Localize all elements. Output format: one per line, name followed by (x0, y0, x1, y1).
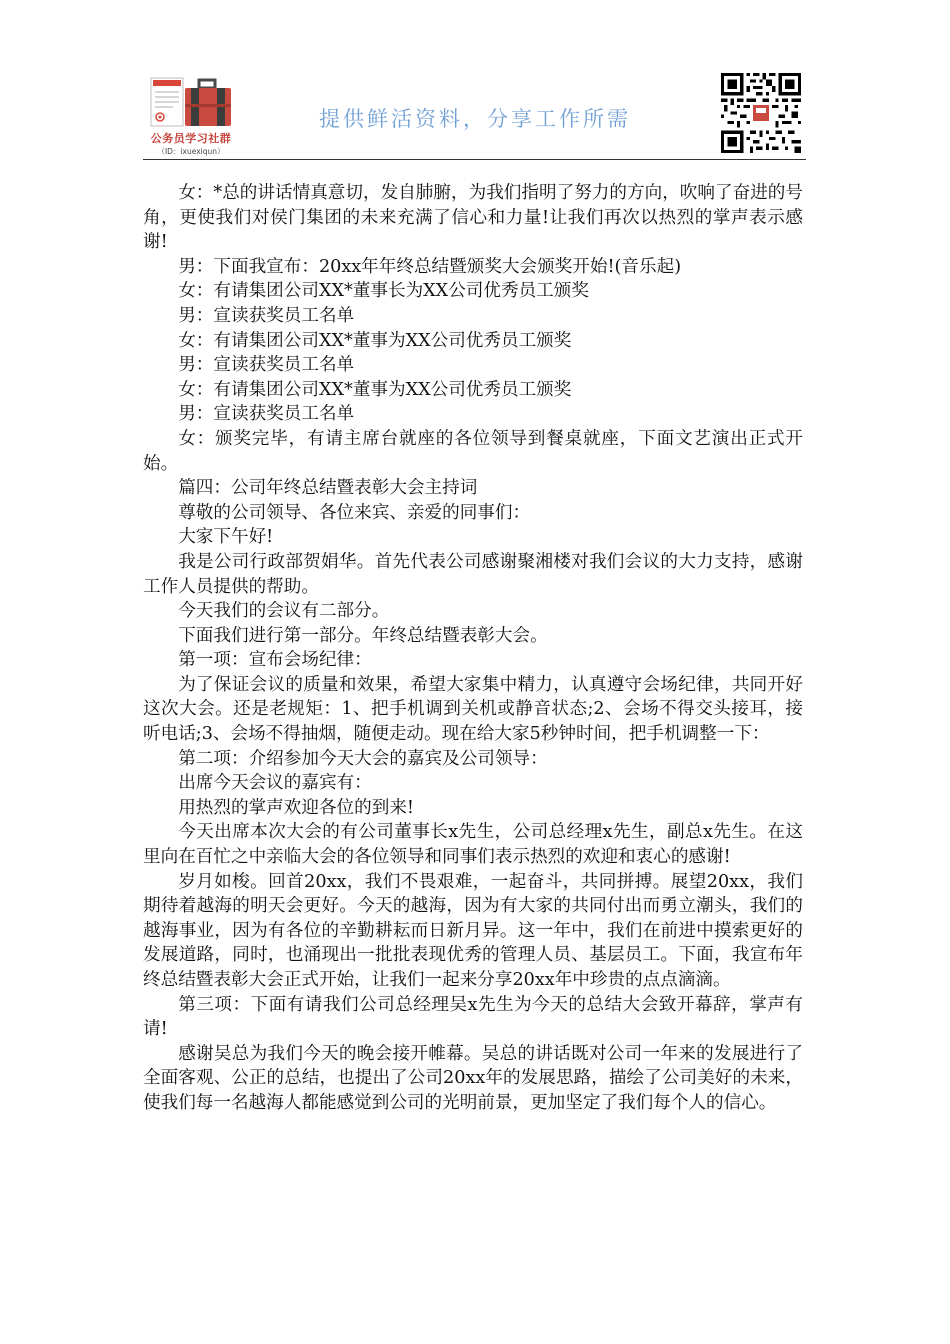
paragraph: 我是公司行政部贺娟华。首先代表公司感谢聚湘楼对我们会议的大力支持，感谢工作人员提供的帮助。 (143, 551, 803, 597)
logo-graphic-icon (143, 74, 239, 130)
logo-subtitle: （ID：ixuexiqun） (157, 147, 225, 156)
page-header (0, 0, 950, 162)
logo (143, 74, 239, 160)
paragraph: 女：有请集团公司XX*董事为XX公司优秀员工颁奖 (178, 330, 572, 351)
paragraph: 出席今天会议的嘉宾有： (178, 773, 372, 794)
paragraph: 尊敬的公司领导、各位来宾、亲爱的同事们： (178, 502, 531, 523)
paragraph: 女：有请集团公司XX*董事长为XX公司优秀员工颁奖 (178, 281, 589, 302)
section-heading: 篇四：公司年终总结暨表彰大会主持词 (178, 478, 478, 499)
paragraph: 第一项：宣布会场纪律： (178, 650, 372, 671)
paragraph: 女：有请集团公司XX*董事为XX公司优秀员工颁奖 (178, 379, 572, 400)
paragraph: 男：宣读获奖员工名单 (178, 404, 355, 425)
header-divider (143, 159, 806, 160)
paragraph: 第三项：下面有请我们公司总经理吴x先生为今天的总结大会致开幕辞，掌声有请! (143, 994, 803, 1040)
paragraph: 岁月如梭。回首20xx，我们不畏艰难，一起奋斗，共同拼搏。展望20xx，我们期待着越海的明天会更好。今天的越海，因为有大家的共同付出而勇立潮头，我们的越海事业，因为有各位的辛勤耕耘而日新月异。这一年中，我们在前进中摸索更好的发展道路，同时，也涌现出一批批表现优秀的管理人员、基层员工。下面，我宣布年终总结暨表彰大会正式开始，让我们一起来分享20xx年中珍贵的点点滴滴。 (143, 871, 803, 990)
paragraph: 女：颁奖完毕，有请主席台就座的各位领导到餐桌就座，下面文艺演出正式开始。 (143, 428, 803, 474)
paragraph: 感谢吴总为我们今天的晚会接开帷幕。吴总的讲话既对公司一年来的发展进行了全面客观、公正的总结，也提出了公司20xx年的发展思路，描绘了公司美好的未来，使我们每一名越海人都能感觉到公司的光明前景，更加坚定了我们每个人的信心。 (143, 1043, 803, 1113)
paragraph: 男：宣读获奖员工名单 (178, 305, 355, 326)
paragraph: 第二项：介绍参加今天大会的嘉宾及公司领导： (178, 748, 548, 769)
header-slogan: 提供鲜活资料，分享工作所需 (319, 107, 631, 131)
qr-code-icon (721, 73, 801, 153)
document-body (143, 181, 803, 1116)
paragraph: 男：下面我宣布：20xx年年终总结暨颁奖大会颁奖开始!(音乐起) (178, 256, 682, 277)
logo-title: 公务员学习社群 (150, 132, 232, 145)
paragraph: 为了保证会议的质量和效果，希望大家集中精力，认真遵守会场纪律，共同开好这次大会。还是老规矩：1、把手机调到关机或静音状态;2、会场不得交头接耳，接听电话;3、会场不得抽烟，随便走动。现在给大家5秒钟时间，把手机调整一下： (143, 674, 803, 745)
paragraph: 男：宣读获奖员工名单 (178, 355, 355, 376)
paragraph: 大家下午好! (178, 527, 274, 548)
paragraph: 用热烈的掌声欢迎各位的到来! (178, 797, 414, 818)
paragraph: 女：*总的讲话情真意切，发自肺腑，为我们指明了努力的方向，吹响了奋进的号角，更使我们对侯门集团的未来充满了信心和力量!让我们再次以热烈的掌声表示感谢! (143, 183, 803, 253)
paragraph: 今天出席本次大会的有公司董事长x先生，公司总经理x先生，副总x先生。在这里向在百忙之中亲临大会的各位领导和同事们表示热烈的欢迎和衷心的感谢! (143, 822, 803, 868)
paragraph: 下面我们进行第一部分。年终总结暨表彰大会。 (178, 625, 548, 646)
paragraph: 今天我们的会议有二部分。 (178, 601, 390, 622)
